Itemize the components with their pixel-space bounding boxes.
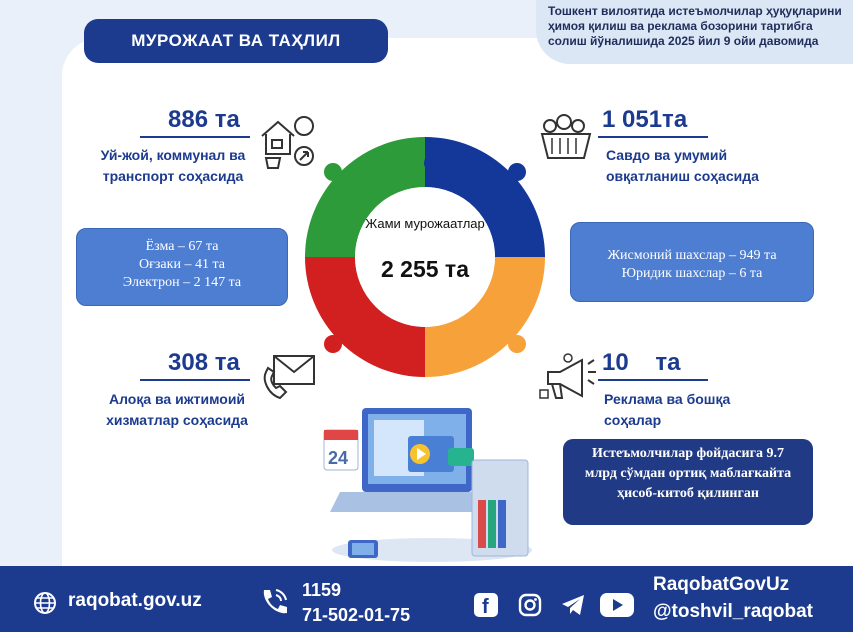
svg-text:24: 24 <box>328 448 349 468</box>
stat-advertising-caption: Реклама ва бошқа соҳалар <box>604 391 731 428</box>
page-title: МУРОЖААТ ВА ТАҲЛИЛ <box>84 19 388 63</box>
footer-website-link[interactable]: raqobat.gov.uz <box>68 590 202 611</box>
total-value: 2 255 та <box>380 256 469 282</box>
mail-phone-icon <box>260 350 318 402</box>
persons-box <box>570 222 814 302</box>
instagram-icon[interactable] <box>518 593 542 617</box>
footer-phone-short[interactable]: 1159 <box>302 580 342 600</box>
total-label: Жами мурожаатлар <box>365 216 485 231</box>
telegram-icon[interactable] <box>561 594 585 616</box>
stat-housing-caption: Уй-жой, коммунал ва транспорт соҳасида <box>100 147 246 184</box>
globe-icon <box>33 591 57 615</box>
channel-electronic: Электрон – 2 147 та <box>122 275 242 290</box>
stat-trade-value: 1 051та <box>602 106 688 133</box>
megaphone-icon <box>538 352 598 404</box>
stat-communication-value: 308 та <box>168 349 240 376</box>
youtube-icon[interactable] <box>600 593 634 617</box>
computer-illustration <box>312 400 542 566</box>
stat-housing-value: 886 та <box>168 106 240 133</box>
facebook-icon[interactable]: f <box>474 593 498 617</box>
footer-social-handle-2[interactable]: @toshvil_raqobat <box>653 601 813 622</box>
channels-box <box>76 228 288 306</box>
shopping-basket-icon <box>538 112 594 162</box>
phone-icon <box>258 586 290 618</box>
refund-box: Истеъмолчилар фойдасига 9.7 млрд сўмдан ортиқ маблағкайта ҳисоб-китоб қилинган <box>563 439 813 525</box>
stat-trade-caption: Савдо ва умумий овқатланиш соҳасида <box>606 147 759 184</box>
stat-communication-underline <box>140 379 250 381</box>
stat-housing-underline <box>140 136 250 138</box>
stat-communication-caption: Алоқа ва ижтимоий хизматлар соҳасида <box>106 391 248 428</box>
footer-bar <box>0 566 853 632</box>
persons-legal: Юридик шахслар – 6 та <box>621 266 763 281</box>
channel-oral: Оғзаки – 41 та <box>139 257 225 272</box>
footer-phone-long[interactable]: 71-502-01-75 <box>302 605 411 625</box>
footer-social-handle-1[interactable]: RaqobatGovUz <box>653 574 790 595</box>
channel-written: Ёзма – 67 та <box>145 239 219 254</box>
stat-advertising-value: 10 та <box>602 349 681 376</box>
house-utilities-icon <box>258 112 316 170</box>
stat-trade-underline <box>598 136 708 138</box>
header-subtitle: Тошкент вилоятида истеъмолчилар ҳуқуқларини ҳимоя қилиш ва реклама бозорини тартибга солиш йўналишида 2025 йил 9 ойи давомида <box>548 4 842 48</box>
persons-individuals: Жисмоний шахслар – 949 та <box>607 248 777 263</box>
stat-advertising-underline <box>598 379 708 381</box>
